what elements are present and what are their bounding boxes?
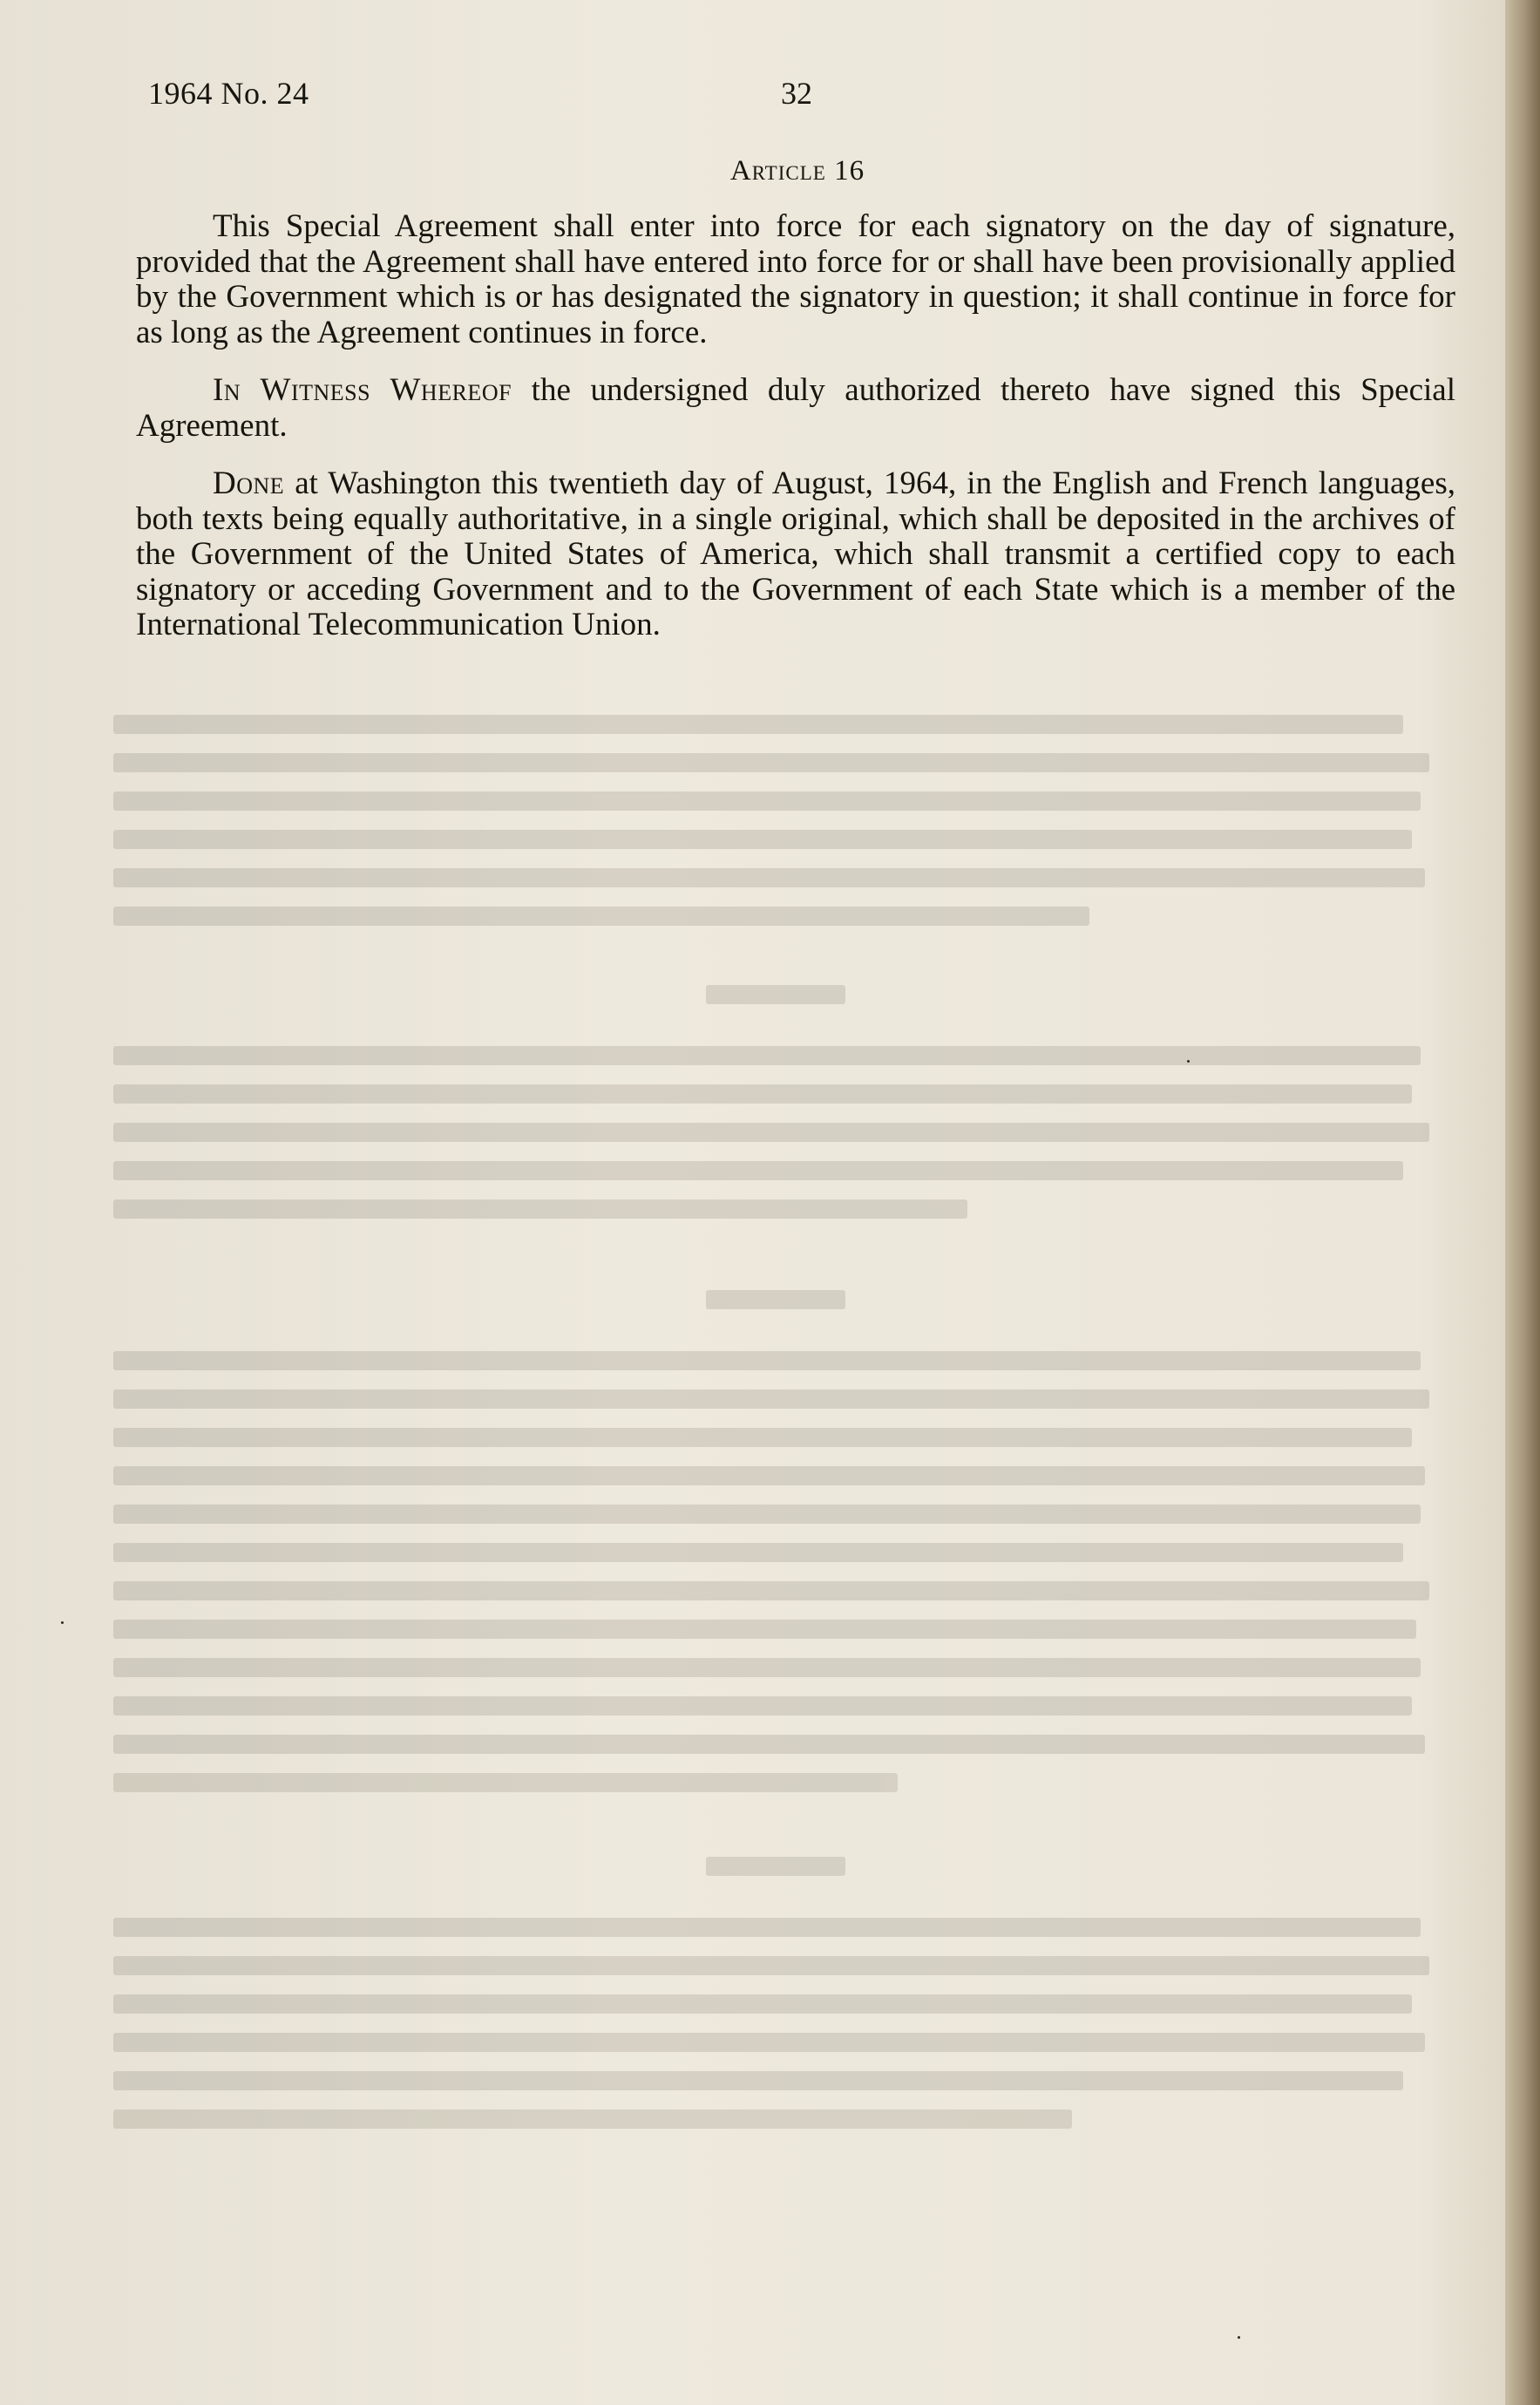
reverse-side-show-through bbox=[113, 715, 1455, 2284]
article-body bbox=[136, 209, 1455, 666]
header-year-number: 1964 No. 24 bbox=[148, 76, 309, 111]
running-header bbox=[148, 75, 1455, 127]
article-heading: Article 16 bbox=[729, 155, 865, 187]
page-binding-edge bbox=[1505, 0, 1540, 2405]
done-text: at Washington this twentieth day of August, 1964, in the English and French languages, both texts being equally authoritative, in a single original, which shall be deposited in the archives of the Government of the United States of America, which shall transmit a certified copy to each signatory or acceding Government and to the Government of each State which is a member of the International Telecommunication Union. bbox=[136, 465, 1455, 642]
paragraph-witness bbox=[136, 373, 1455, 444]
paragraph-done bbox=[136, 466, 1455, 643]
witness-lead: In Witness Whereof bbox=[213, 372, 512, 408]
speck-mark bbox=[1238, 2336, 1240, 2339]
speck-mark bbox=[61, 1621, 64, 1624]
speck-mark bbox=[1187, 1060, 1190, 1063]
page-number: 32 bbox=[781, 76, 812, 111]
done-lead: Done bbox=[213, 465, 285, 501]
witness-text: the undersigned duly authorized thereto have signed this Special Agreement. bbox=[136, 372, 1456, 444]
paragraph-entry-into-force: This Special Agreement shall enter into force for each signatory on the day of signature, provided that the Agreement shall have entered into force for or shall have been provisionally applied by the Government which is or has designated the signatory in question; it shall continue in force for as long as the Agreement continues in force. bbox=[136, 208, 1455, 350]
